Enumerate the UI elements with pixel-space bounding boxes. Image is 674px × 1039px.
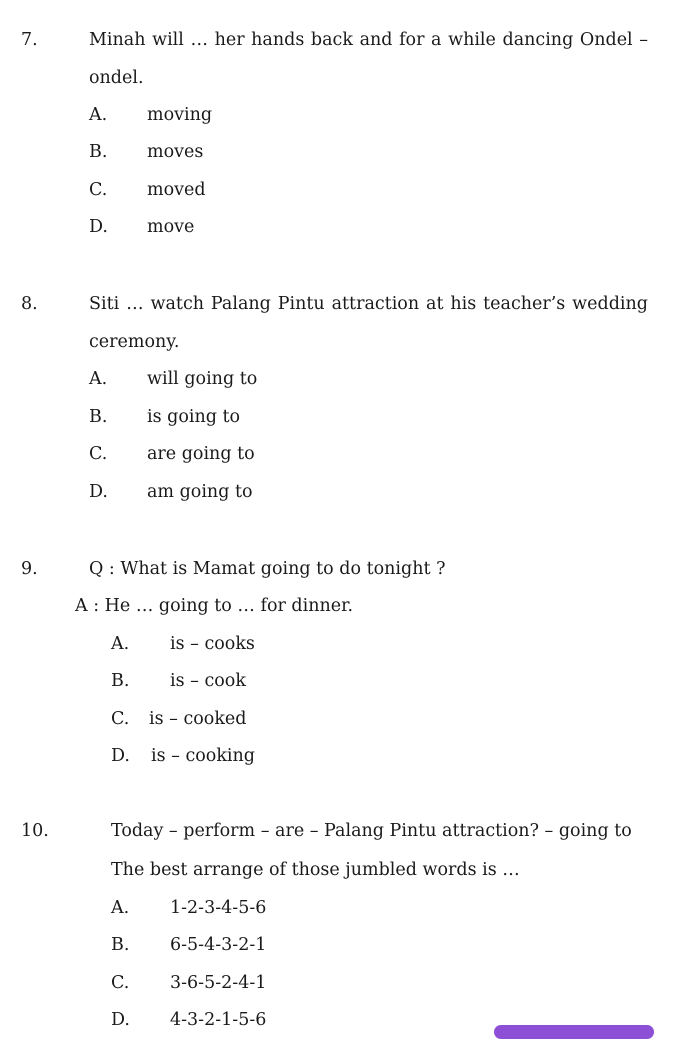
question-text-line-2: ondel. [89, 68, 144, 88]
option-letter-d: D. [111, 1010, 130, 1030]
option-text-d[interactable]: 4-3-2-1-5-6 [170, 1010, 267, 1030]
question-prompt: The best arrange of those jumbled words is … [111, 860, 520, 880]
option-letter-d: D. [89, 482, 108, 502]
option-text-b[interactable]: is going to [147, 407, 241, 427]
option-letter-c: C. [111, 709, 130, 729]
option-text-a[interactable]: 1-2-3-4-5-6 [170, 898, 267, 918]
option-text-c[interactable]: 3-6-5-2-4-1 [170, 973, 267, 993]
option-letter-b: B. [111, 671, 130, 691]
option-text-b[interactable]: 6-5-4-3-2-1 [170, 935, 267, 955]
question-text-line-1: Minah will … her hands back and for a while dancing Ondel – [89, 30, 648, 50]
option-letter-a: A. [89, 369, 108, 389]
option-letter-b: B. [111, 935, 130, 955]
option-text-b[interactable]: moves [147, 142, 204, 162]
option-letter-a: A. [111, 634, 130, 654]
option-text-c[interactable]: are going to [147, 444, 255, 464]
question-number: 8. [21, 294, 38, 314]
dialogue-answer: A : He … going to … for dinner. [75, 596, 354, 616]
option-text-a[interactable]: moving [147, 105, 213, 125]
question-number: 9. [21, 559, 38, 579]
option-letter-c: C. [111, 973, 130, 993]
option-letter-d: D. [111, 746, 130, 766]
option-letter-b: B. [89, 142, 108, 162]
jumbled-words: Today – perform – are – Palang Pintu attraction? – going to [111, 821, 632, 841]
option-text-c[interactable]: is – cooked [149, 709, 247, 729]
option-text-c[interactable]: moved [147, 180, 206, 200]
option-letter-d: D. [89, 217, 108, 237]
option-letter-c: C. [89, 444, 108, 464]
option-text-d[interactable]: is – cooking [151, 746, 256, 766]
question-number: 7. [21, 30, 38, 50]
option-letter-a: A. [89, 105, 108, 125]
question-text-line-1: Siti … watch Palang Pintu attraction at his teacher’s wedding [89, 294, 648, 314]
option-text-d[interactable]: move [147, 217, 195, 237]
option-text-b[interactable]: is – cook [170, 671, 246, 691]
option-text-d[interactable]: am going to [147, 482, 253, 502]
option-text-a[interactable]: is – cooks [170, 634, 255, 654]
option-letter-a: A. [111, 898, 130, 918]
question-text-line-2: ceremony. [89, 332, 180, 352]
option-letter-c: C. [89, 180, 108, 200]
option-text-a[interactable]: will going to [147, 369, 258, 389]
dialogue-question: Q : What is Mamat going to do tonight ? [89, 559, 446, 579]
option-letter-b: B. [89, 407, 108, 427]
floating-action-bar[interactable] [494, 1025, 654, 1039]
question-number: 10. [21, 821, 49, 841]
